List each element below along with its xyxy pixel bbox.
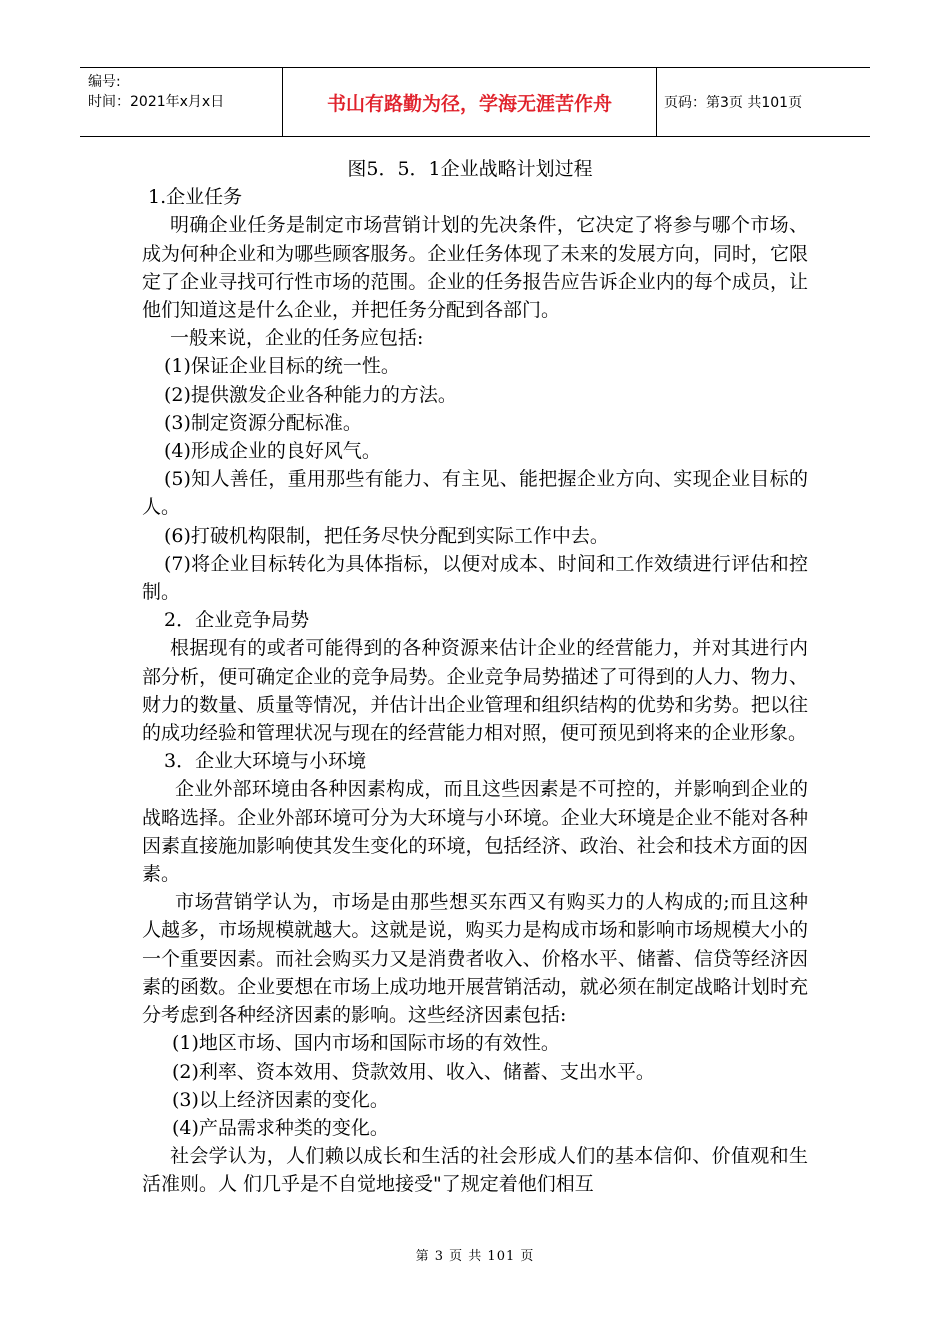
list-item: (4)形成企业的良好风气。 — [164, 440, 381, 463]
paragraph: 企业外部环境由各种因素构成，而且这些因素是不可控的，并影响到企业的战略选择。企业外部环境可分为大环境与小环境。企业大环境是企业不能对各种因素直接施加影响使其发生变化的环境，包括经济、政治、社会和技术方面的因素。 — [142, 778, 808, 886]
paragraph: 市场营销学认为，市场是由那些想买东西又有购买力的人构成的;而且这种人越多，市场规模就越大。这就是说，购买力是构成市场和影响市场规模大小的一个重要因素。而社会购买力又是消费者收入、价格水平、储蓄、信贷等经济因素的函数。企业要想在市场上成功地开展营销活动，就必须在制定战略计划时充分考虑到各种经济因素的影响。这些经济因素包括: — [142, 891, 808, 1027]
list-item: (2)提供激发企业各种能力的方法。 — [164, 383, 457, 406]
list-item: (7)将企业目标转化为具体指标，以便对成本、时间和工作效绩进行评估和控制。 — [142, 552, 808, 604]
code-label: 编号: — [88, 74, 121, 90]
paragraph: 社会学认为，人们赖以成长和生活的社会形成人们的基本信仰、价值观和生活准则。人 们几乎是不自觉地接受"了规定着他们相互 — [142, 1145, 808, 1196]
page-info: 页码：第3页 共101页 — [664, 95, 803, 111]
section-heading: 2．企业竞争局势 — [164, 609, 310, 632]
section-heading: 1.企业任务 — [148, 186, 243, 209]
document-body — [142, 155, 808, 1199]
list-item: (1)地区市场、国内市场和国际市场的有效性。 — [172, 1032, 560, 1055]
date-label: 时间：2021年x月x日 — [88, 94, 225, 110]
page-footer: 第 3 页 共 101 页 — [415, 1249, 535, 1264]
list-item: (3)制定资源分配标准。 — [164, 411, 362, 434]
figure-caption: 图5．5．1企业战略计划过程 — [347, 158, 593, 180]
list-item: (4)产品需求种类的变化。 — [172, 1116, 389, 1139]
paragraph: 一般来说，企业的任务应包括: — [170, 327, 424, 350]
document-header — [80, 67, 870, 137]
list-item: (2)利率、资本效用、贷款效用、收入、储蓄、支出水平。 — [172, 1060, 655, 1083]
paragraph: 根据现有的或者可能得到的各种资源来估计企业的经营能力，并对其进行内部分析，便可确定企业的竞争局势。企业竞争局势描述了可得到的人力、物力、财力的数量、质量等情况，并估计出企业管理和组织结构的优势和劣势。把以往的成功经验和管理状况与现在的经营能力相对照，便可预见到将来的企业形象。 — [142, 637, 808, 745]
paragraph: 明确企业任务是制定市场营销计划的先决条件，它决定了将参与哪个市场、成为何种企业和为哪些顾客服务。企业任务体现了未来的发展方向，同时，它限定了企业寻找可行性市场的范围。企业的任务报告应告诉企业内的每个成员，让他们知道这是什么企业，并把任务分配到各部门。 — [142, 214, 808, 322]
list-item: (3)以上经济因素的变化。 — [172, 1088, 389, 1111]
list-item: (6)打破机构限制，把任务尽快分配到实际工作中去。 — [164, 524, 609, 547]
list-item: (5)知人善任，重用那些有能力、有主见、能把握企业方向、实现企业目标的人。 — [142, 468, 808, 519]
header-meta-cell — [80, 68, 283, 136]
section-heading: 3．企业大环境与小环境 — [164, 750, 367, 773]
list-item: (1)保证企业目标的统一性。 — [164, 355, 400, 378]
motto: 书山有路勤为径，学海无涯苦作舟 — [283, 68, 657, 136]
